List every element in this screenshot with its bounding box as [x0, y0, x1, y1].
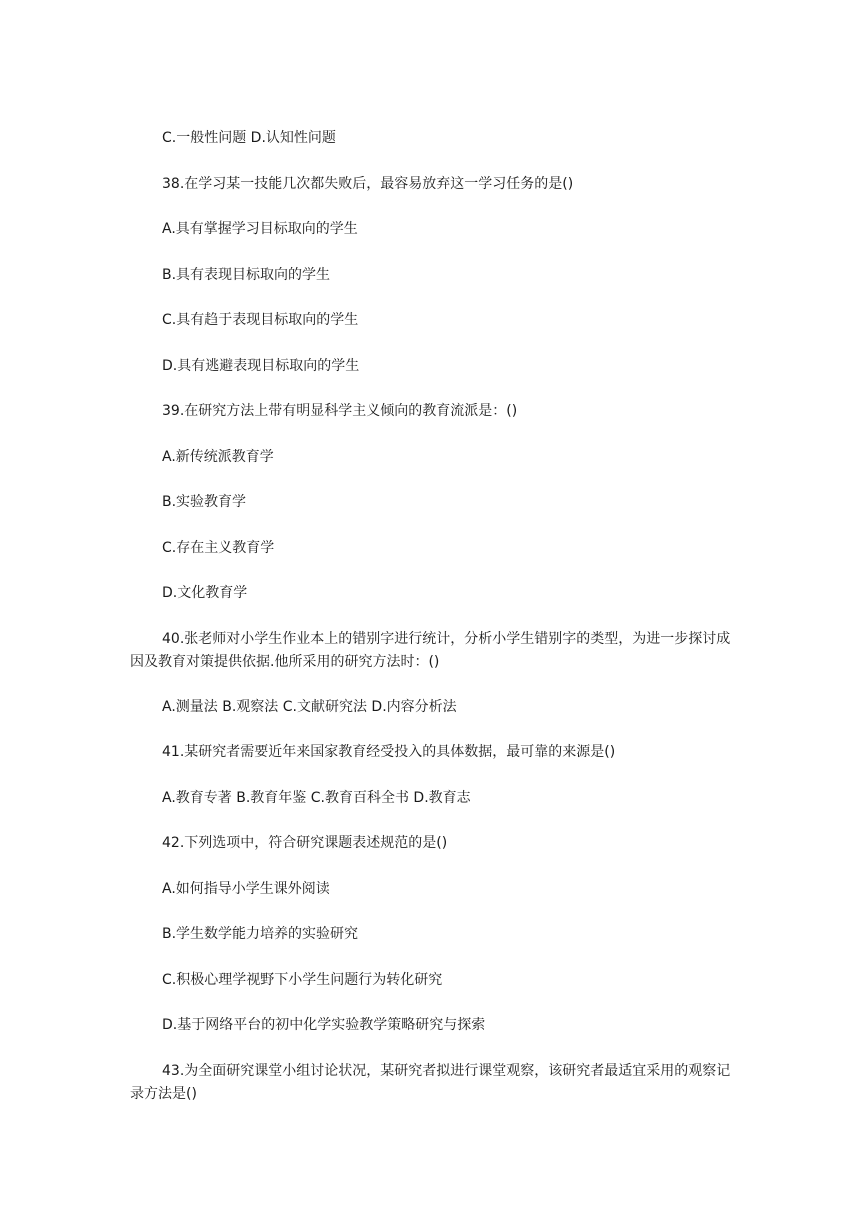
question-38-option-a: A.具有掌握学习目标取向的学生 [162, 221, 358, 237]
question-39-option-b: B.实验教育学 [162, 494, 247, 510]
question-42-option-c: C.积极心理学视野下小学生问题行为转化研究 [162, 972, 443, 988]
question-39-option-a: A.新传统派教育学 [162, 449, 274, 465]
question-43-stem: 43.为全面研究课堂小组讨论状况，某研究者拟进行课堂观察，该研究者最适宜采用的观察记录方法是() [130, 1063, 731, 1102]
question-41-stem: 41.某研究者需要近年来国家教育经受投入的具体数据，最可靠的来源是() [162, 744, 616, 760]
question-38-option-c: C.具有趋于表现目标取向的学生 [162, 312, 359, 328]
question-42-option-d: D.基于网络平台的初中化学实验教学策略研究与探索 [162, 1017, 486, 1033]
question-42-option-a: A.如何指导小学生课外阅读 [162, 881, 330, 897]
question-39-option-c: C.存在主义教育学 [162, 540, 275, 556]
question-37-options-cd: C.一般性问题 D.认知性问题 [162, 130, 336, 146]
question-40-options: A.测量法 B.观察法 C.文献研究法 D.内容分析法 [162, 699, 457, 715]
question-41-options: A.教育专著 B.教育年鉴 C.教育百科全书 D.教育志 [162, 790, 471, 806]
question-38-stem: 38.在学习某一技能几次都失败后，最容易放弃这一学习任务的是() [162, 176, 574, 192]
question-39-option-d: D.文化教育学 [162, 585, 248, 601]
question-39-stem: 39.在研究方法上带有明显科学主义倾向的教育流派是：() [162, 403, 518, 419]
question-40-stem: 40.张老师对小学生作业本上的错别字进行统计，分析小学生错别字的类型，为进一步探讨成因及教育对策提供依据.他所采用的研究方法时：() [130, 631, 731, 670]
question-42-option-b: B.学生数学能力培养的实验研究 [162, 926, 359, 942]
question-38-option-b: B.具有表现目标取向的学生 [162, 267, 331, 283]
question-38-option-d: D.具有逃避表现目标取向的学生 [162, 358, 360, 374]
question-42-stem: 42.下列选项中，符合研究课题表述规范的是() [162, 835, 448, 851]
